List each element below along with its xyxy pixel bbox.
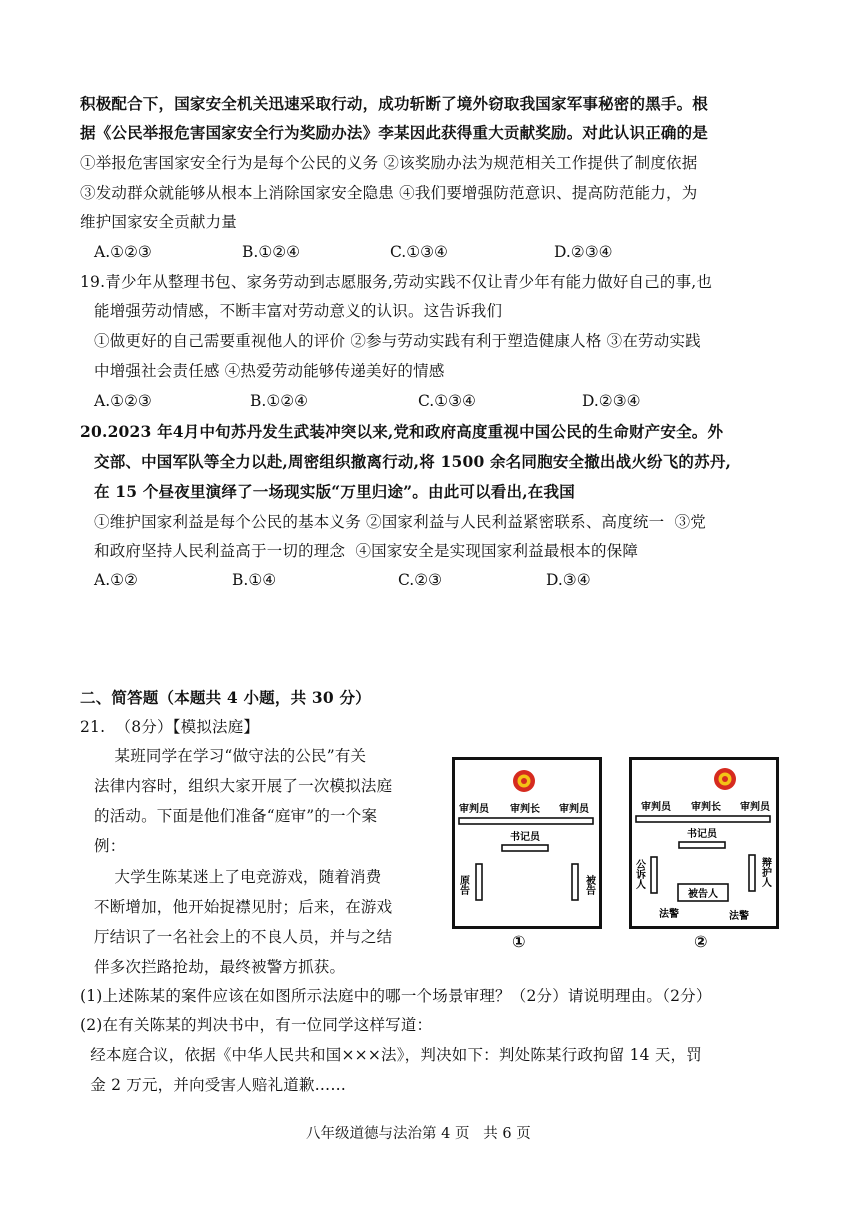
plaintiff-label: 原告 xyxy=(457,875,469,895)
q19-option-b: B.①②④ xyxy=(250,392,309,410)
q18-option-b: B.①②④ xyxy=(242,243,301,261)
national-emblem-icon xyxy=(513,770,535,792)
q18-line-2: 据《公民举报危害国家安全行为奖励办法》李某因此获得重大贡献奖励。对此认识正确的是 xyxy=(80,123,709,142)
q21-case-line-4: 伴多次拦路抢劫，最终被警方抓获。 xyxy=(94,958,346,976)
q19-line-3: ①做更好的自己需要重视他人的评价 ②参与劳动实践有利于塑造健康人格 ③在劳动实践 xyxy=(94,332,701,350)
q21-intro-line-2: 法律内容时，组织大家开展了一次模拟法庭 xyxy=(94,777,393,795)
judge-right-label: 审判员 xyxy=(740,802,770,813)
defense-desk xyxy=(749,855,755,891)
q20-option-b: B.①④ xyxy=(232,571,277,589)
q20-line-5: 和政府坚持人民利益高于一切的理念 ④国家安全是实现国家利益最根本的保障 xyxy=(94,542,639,560)
q20-line-3: 在 15 个昼夜里演绎了一场现实版“万里归途”。由此可以看出,在我国 xyxy=(94,482,575,501)
q19-line-2: 能增强劳动情感，不断丰富对劳动意义的认识。这告诉我们 xyxy=(94,302,503,320)
diagram-2-caption: ② xyxy=(694,932,708,951)
courtroom-diagram-2 xyxy=(629,757,779,929)
q18-option-c: C.①③④ xyxy=(390,243,448,261)
q20-option-c: C.②③ xyxy=(398,571,443,589)
q21-verdict-line-1: 经本庭合议，依据《中华人民共和国×××法》，判决如下：判处陈某行政拘留 14 天，罚 xyxy=(80,1046,702,1064)
q21-case-line-2: 不断增加，他开始捉襟见肘；后来，在游戏 xyxy=(94,898,393,916)
prosecutor-desk xyxy=(651,857,657,893)
judge-left-label: 审判员 xyxy=(459,804,489,815)
q20-line-2: 交部、中国军队等全力以赴,周密组织撤离行动,将 1500 余名同胞安全撤出战火纷飞的苏丹, xyxy=(94,452,732,471)
clerk-label: 书记员 xyxy=(510,832,540,843)
judges-bench xyxy=(636,816,770,822)
prosecutor-label: 公诉人 xyxy=(633,859,645,889)
q20-option-a: A.①② xyxy=(94,571,138,589)
clerk-desk xyxy=(502,845,548,851)
q21-verdict-line-2: 金 2 万元，并向受害人赔礼道歉…… xyxy=(80,1076,347,1094)
national-emblem-icon xyxy=(714,768,736,790)
bailiff-right-label: 法警 xyxy=(729,911,749,922)
q19-option-d: D.②③④ xyxy=(582,392,641,410)
bailiff-left-label: 法警 xyxy=(659,909,679,920)
q21-subquestion-2: (2)在有关陈某的判决书中，有一位同学这样写道： xyxy=(80,1016,433,1034)
q18-line-4: ③发动群众就能够从根本上消除国家安全隐患 ④我们要增强防范意识、提高防范能力，为 xyxy=(80,184,698,202)
page-footer: 八年级道德与法治第 4 页 共 6 页 xyxy=(306,1126,531,1142)
q18-line-3: ①举报危害国家安全行为是每个公民的义务 ②该奖励办法为规范相关工作提供了制度依据 xyxy=(80,154,698,172)
q18-option-d: D.②③④ xyxy=(554,243,613,261)
q19-option-c: C.①③④ xyxy=(418,392,476,410)
clerk-label: 书记员 xyxy=(687,829,717,840)
courtroom-diagram-1 xyxy=(452,757,602,929)
q21-case-line-3: 厅结识了一名社会上的不良人员，并与之结 xyxy=(94,928,393,946)
q21-header: 21. （8分）【模拟法庭】 xyxy=(80,718,260,736)
q19-option-a: A.①②③ xyxy=(94,392,152,410)
q18-line-5: 维护国家安全贡献力量 xyxy=(80,213,238,231)
chief-judge-label: 审判长 xyxy=(691,802,721,813)
chief-judge-label: 审判长 xyxy=(510,804,540,815)
diagram-1-caption: ① xyxy=(512,932,526,951)
defense-lawyer-label: 辩护人 xyxy=(759,857,771,887)
section-heading: 二、简答题（本题共 4 小题，共 30 分） xyxy=(80,688,371,707)
q20-line-1: 20.2023 年4月中旬苏丹发生武装冲突以来,党和政府高度重视中国公民的生命财产安全。外 xyxy=(80,422,724,441)
plaintiff-desk xyxy=(476,864,482,900)
q21-intro-line-4: 例： xyxy=(94,837,126,855)
q19-line-1: 19.青少年从整理书包、家务劳动到志愿服务,劳动实践不仅让青少年有能力做好自己的事,也 xyxy=(80,273,713,291)
defendant-desk xyxy=(572,864,578,900)
q18-line-1: 积极配合下，国家安全机关迅速采取行动，成功斩断了境外窃取我国家军事秘密的黑手。根 xyxy=(80,94,709,113)
judges-bench xyxy=(459,818,593,824)
q18-option-a: A.①②③ xyxy=(94,243,152,261)
judge-right-label: 审判员 xyxy=(559,804,589,815)
q20-line-4: ①维护国家利益是每个公民的基本义务 ②国家利益与人民利益紧密联系、高度统一 ③党 xyxy=(94,513,706,531)
q21-intro-line-3: 的活动。下面是他们准备“庭审”的一个案 xyxy=(94,807,378,825)
q21-intro-line-1: 某班同学在学习“做守法的公民”有关 xyxy=(94,747,367,765)
q21-case-line-1: 大学生陈某迷上了电竞游戏，随着消费 xyxy=(94,868,382,886)
q20-option-d: D.③④ xyxy=(546,571,591,589)
judge-left-label: 审判员 xyxy=(641,802,671,813)
clerk-desk xyxy=(679,842,725,848)
defendant-label: 被告 xyxy=(583,875,595,895)
q21-subquestion-1: (1)上述陈某的案件应该在如图所示法庭中的哪一个场景审理？（2分）请说明理由。（2分） xyxy=(80,987,712,1005)
defendant-label: 被告人 xyxy=(688,889,718,900)
q19-line-4: 中增强社会责任感 ④热爱劳动能够传递美好的情感 xyxy=(94,362,445,380)
